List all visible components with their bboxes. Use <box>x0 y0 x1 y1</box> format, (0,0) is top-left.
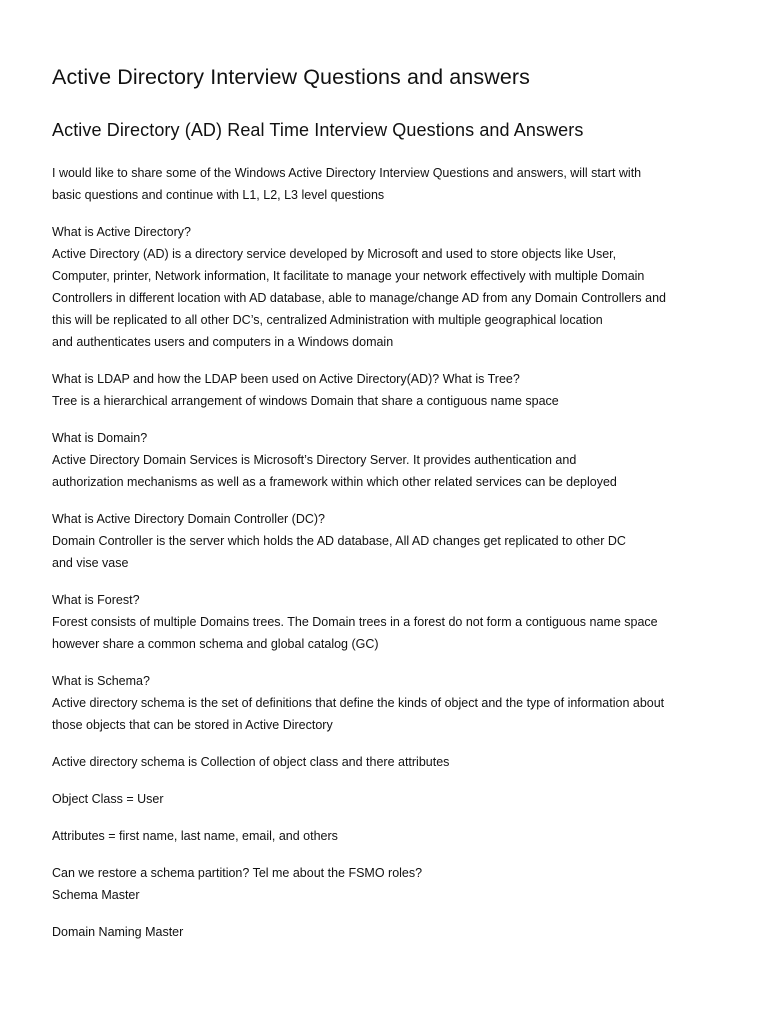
question-text: What is LDAP and how the LDAP been used on Active Directory(AD)? What is Tree? <box>52 372 520 386</box>
question-text: What is Active Directory Domain Controller (DC)? <box>52 512 325 526</box>
answer-line: Active Directory (AD) is a directory service developed by Microsoft and used to store objects like User, <box>52 247 617 261</box>
fsmo-role-line: Schema Master <box>52 888 140 902</box>
question-text: What is Domain? <box>52 431 148 445</box>
object-class-paragraph: Object Class = User <box>52 792 164 806</box>
answer-line: Controllers in different location with AD database, able to manage/change AD from any Domain Controllers and <box>52 291 667 305</box>
answer-line: Computer, printer, Network information, It facilitate to manage your network effectively with multiple Domain <box>52 269 645 283</box>
intro-line: basic questions and continue with L1, L2, L3 level questions <box>52 188 385 202</box>
answer-line: authorization mechanisms as well as a framework within which other related services can be deployed <box>52 475 617 489</box>
page-title: Active Directory Interview Questions and answers <box>52 65 530 89</box>
question-text: Can we restore a schema partition? Tel me about the FSMO roles? <box>52 866 423 880</box>
answer-line: Active directory schema is the set of definitions that define the kinds of object and the type of information about <box>52 696 665 710</box>
answer-line: Active Directory Domain Services is Microsoft’s Directory Server. It provides authentication and <box>52 453 577 467</box>
qa-active-directory <box>52 221 732 353</box>
answer-line: however share a common schema and global catalog (GC) <box>52 637 379 651</box>
qa-ldap-tree <box>52 368 732 412</box>
domain-naming-master-paragraph: Domain Naming Master <box>52 925 184 939</box>
attributes-paragraph: Attributes = first name, last name, email, and others <box>52 829 338 843</box>
answer-line: Forest consists of multiple Domains trees. The Domain trees in a forest do not form a contiguous name space <box>52 615 658 629</box>
intro-paragraph <box>52 162 732 206</box>
intro-line: I would like to share some of the Windows Active Directory Interview Questions and answers, will start with <box>52 166 642 180</box>
answer-line: and authenticates users and computers in a Windows domain <box>52 335 394 349</box>
answer-line: those objects that can be stored in Active Directory <box>52 718 333 732</box>
answer-line: Domain Controller is the server which holds the AD database, All AD changes get replicated to other DC <box>52 534 626 548</box>
answer-line: this will be replicated to all other DC’s, centralized Administration with multiple geographical location <box>52 313 603 327</box>
qa-domain <box>52 427 732 493</box>
question-text: What is Forest? <box>52 593 140 607</box>
answer-line: and vise vase <box>52 556 129 570</box>
qa-domain-controller <box>52 508 732 574</box>
document-page <box>52 62 732 943</box>
answer-line: Tree is a hierarchical arrangement of windows Domain that share a contiguous name space <box>52 394 559 408</box>
page-subtitle: Active Directory (AD) Real Time Interview Questions and Answers <box>52 120 584 140</box>
qa-fsmo <box>52 862 732 906</box>
schema-collection-paragraph: Active directory schema is Collection of object class and there attributes <box>52 755 450 769</box>
question-text: What is Schema? <box>52 674 150 688</box>
qa-forest <box>52 589 732 655</box>
qa-schema <box>52 670 732 736</box>
question-text: What is Active Directory? <box>52 225 191 239</box>
